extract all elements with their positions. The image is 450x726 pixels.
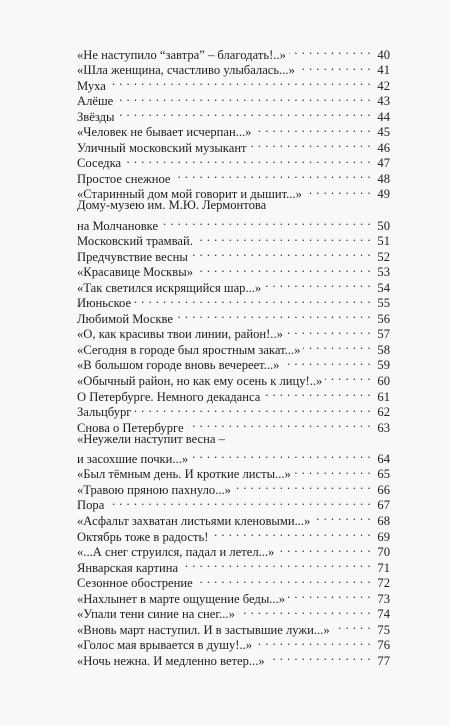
- page-number: 54: [377, 280, 390, 295]
- toc-title: «Старинный дом мой говорит и дышит...»: [77, 187, 302, 202]
- toc-title: «Ночь нежна. И медленно ветер...»: [77, 653, 265, 668]
- dot-leader: [161, 214, 371, 230]
- dot-leader: [303, 338, 371, 354]
- toc-entry: [77, 431, 390, 466]
- toc-title: «Неужели наступит весна –: [77, 431, 225, 446]
- toc-title: Звёзды: [77, 109, 115, 124]
- page-number: 50: [377, 218, 390, 233]
- dot-leader: [264, 276, 371, 292]
- page-number: 48: [377, 171, 390, 186]
- dot-leader: [124, 152, 371, 168]
- dot-leader: [333, 618, 371, 634]
- toc-entry: [77, 198, 390, 233]
- page-number: 60: [377, 374, 390, 389]
- toc-entry: [77, 74, 390, 93]
- toc-title: «Нахлынет в марте ощущение беды...»: [77, 591, 286, 606]
- toc-title: Алёше: [77, 94, 114, 109]
- toc-line: [77, 152, 390, 171]
- dot-leader: [313, 509, 371, 525]
- toc-title: «Асфальт захватан листьями кленовыми...»: [77, 513, 311, 528]
- toc-entry: [77, 90, 390, 109]
- page-number: 46: [377, 140, 390, 155]
- page-number: 63: [377, 420, 390, 435]
- page-number: 65: [377, 467, 390, 482]
- toc-title: Простое снежное: [77, 171, 171, 186]
- page-number: 57: [377, 327, 390, 342]
- dot-leader: [134, 292, 371, 308]
- toc-entry: [77, 105, 390, 124]
- dot-leader: [181, 556, 371, 572]
- dot-leader: [174, 167, 371, 183]
- toc-line: [77, 214, 390, 233]
- dot-leader: [187, 416, 371, 432]
- toc-title: Зальцбург: [77, 405, 132, 420]
- toc-title: О Петербурге. Немного декаданса: [77, 389, 261, 404]
- dot-leader: [282, 354, 371, 370]
- toc-title: Снова о Петербурге: [77, 420, 184, 435]
- toc-line: [77, 74, 390, 93]
- dot-leader: [107, 494, 371, 510]
- page-number: 72: [377, 576, 390, 591]
- toc-title: «Обычный район, но как ему осень к лицу!..»: [77, 374, 323, 389]
- page-number: 58: [377, 342, 390, 357]
- toc-title: «Так светился искрящийся шар...»: [77, 280, 262, 295]
- page-number: 66: [377, 482, 390, 497]
- toc-entry: [77, 509, 390, 528]
- toc-title: Дому-музею им. М.Ю. Лермонтова: [77, 198, 267, 213]
- toc-line: [77, 43, 390, 62]
- page-number: 40: [377, 47, 390, 62]
- toc-title: «...А снег струился, падал и летел...»: [77, 545, 275, 560]
- page-number: 44: [377, 109, 390, 124]
- page-number: 47: [377, 156, 390, 171]
- dot-leader: [254, 121, 371, 137]
- page-number: 77: [377, 653, 390, 668]
- toc-title: «Упали тени синие на снег...»: [77, 607, 235, 622]
- toc-title: Январская картина: [77, 560, 179, 575]
- page-number: 76: [377, 638, 390, 653]
- page-number: 69: [377, 529, 390, 544]
- dot-leader: [234, 478, 371, 494]
- toc-line: [77, 432, 390, 448]
- page-number: 49: [377, 187, 390, 202]
- page-number: 59: [377, 358, 390, 373]
- page-number: 55: [377, 296, 390, 311]
- page-number: 75: [377, 622, 390, 637]
- dot-leader: [109, 74, 371, 90]
- toc-title: Июньское: [77, 296, 132, 311]
- page-number: 56: [377, 311, 390, 326]
- toc-title: «Вновь март наступил. И в застывшие лужи...»: [77, 622, 330, 637]
- page-number: 74: [377, 607, 390, 622]
- page-number: 70: [377, 545, 390, 560]
- page-number: 53: [377, 265, 390, 280]
- dot-leader: [325, 369, 371, 385]
- page-number: 62: [377, 405, 390, 420]
- toc-title: «О, как красивы твои линии, район!..»: [77, 327, 283, 342]
- toc-title: «В большом городе вновь вечереет...»: [77, 358, 280, 373]
- toc-line: [77, 121, 390, 140]
- dot-leader: [277, 541, 371, 557]
- toc-title: «Был тёмным день. И кроткие листы...»: [77, 467, 291, 482]
- toc-title: на Молчановке: [77, 218, 159, 233]
- toc-title: Октябрь тоже в радость!: [77, 529, 209, 544]
- page-number: 61: [377, 389, 390, 404]
- dot-leader: [238, 603, 371, 619]
- toc-entry: [77, 494, 390, 513]
- toc-title: и засохшие почки...»: [77, 451, 189, 466]
- toc-line: [77, 105, 390, 124]
- page-number: 42: [377, 78, 390, 93]
- toc-line: [77, 198, 390, 214]
- toc-title: Сезонное обострение: [77, 576, 193, 591]
- toc-title: «Травою пряною пахнуло...»: [77, 482, 231, 497]
- toc-entry: [77, 152, 390, 171]
- toc-entry: [77, 167, 390, 186]
- page-number: 52: [377, 249, 390, 264]
- page-number: 45: [377, 125, 390, 140]
- toc-line: [77, 509, 390, 528]
- dot-leader: [176, 307, 371, 323]
- toc-title: Муха: [77, 78, 106, 93]
- dot-leader: [289, 43, 371, 59]
- toc-title: «Красавице Москвы»: [77, 265, 193, 280]
- page-number: 43: [377, 94, 390, 109]
- toc-title: «Голос мая врывается в душу!..»: [77, 638, 253, 653]
- page-number: 51: [377, 234, 390, 249]
- toc-entry: [77, 43, 390, 62]
- toc-line: [77, 167, 390, 186]
- dot-leader: [196, 230, 371, 246]
- dot-leader: [263, 385, 371, 401]
- dot-leader: [288, 587, 371, 603]
- dot-leader: [286, 323, 371, 339]
- table-of-contents: [77, 43, 390, 668]
- page-number: 64: [377, 451, 390, 466]
- dot-leader: [191, 447, 371, 463]
- dot-leader: [134, 401, 371, 417]
- page-number: 71: [377, 560, 390, 575]
- page-number: 41: [377, 63, 390, 78]
- dot-leader: [305, 183, 371, 199]
- toc-title: «Сегодня в городе был яростным закат...»: [77, 342, 301, 357]
- toc-title: Уличный московский музыкант: [77, 140, 247, 155]
- dot-leader: [196, 261, 371, 277]
- toc-line: [77, 90, 390, 109]
- dot-leader: [211, 525, 371, 541]
- dot-leader: [196, 572, 371, 588]
- dot-leader: [294, 463, 371, 479]
- toc-title: Соседка: [77, 156, 122, 171]
- page-number: 73: [377, 591, 390, 606]
- toc-title: Пора: [77, 498, 105, 513]
- dot-leader: [116, 90, 371, 106]
- dot-leader: [255, 634, 371, 650]
- toc-title: Любимой Москве: [77, 311, 173, 326]
- page-number: 67: [377, 498, 390, 513]
- toc-line: [77, 494, 390, 513]
- toc-entry: [77, 121, 390, 140]
- toc-title: Предчувствие весны: [77, 249, 188, 264]
- page-number: 68: [377, 513, 390, 528]
- dot-leader: [117, 105, 371, 121]
- dot-leader: [250, 136, 371, 152]
- dot-leader: [298, 59, 371, 75]
- toc-title: Московский трамвай.: [77, 234, 193, 249]
- dot-leader: [268, 649, 371, 665]
- toc-title: «Не наступило “завтра” – благодать!..»: [77, 47, 286, 62]
- toc-title: «Шла женщина, счастливо улыбалась...»: [77, 63, 295, 78]
- toc-line: [77, 447, 390, 466]
- toc-title: «Человек не бывает исчерпан...»: [77, 125, 252, 140]
- dot-leader: [191, 245, 371, 261]
